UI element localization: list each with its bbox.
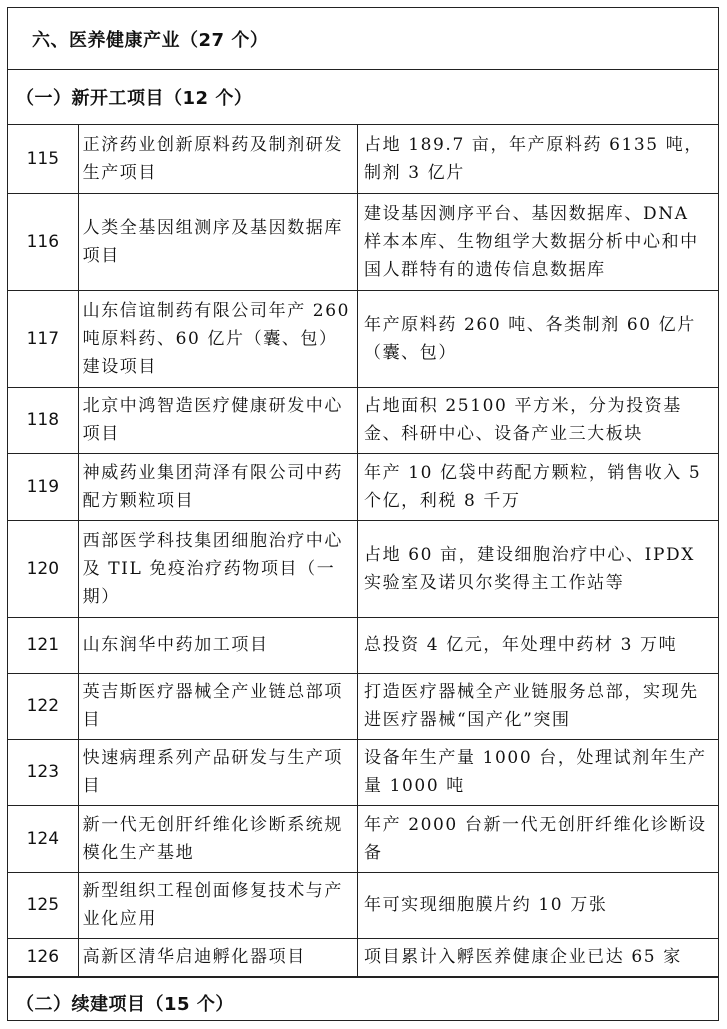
table-row xyxy=(8,520,718,617)
project-number: 126 xyxy=(8,938,78,976)
project-name: 新型组织工程创面修复技术与产业化应用 xyxy=(78,872,357,938)
project-name: 北京中鸿智造医疗健康研发中心项目 xyxy=(78,387,357,453)
project-table-page xyxy=(7,7,719,1021)
project-name: 新一代无创肝纤维化诊断系统规模化生产基地 xyxy=(78,805,357,872)
project-number: 124 xyxy=(8,805,78,872)
table-row xyxy=(8,739,718,805)
project-number: 117 xyxy=(8,290,78,387)
project-number: 123 xyxy=(8,739,78,805)
continuing-projects-heading: （二）续建项目（15 个） xyxy=(8,977,718,1029)
project-description: 总投资 4 亿元，年处理中药材 3 万吨 xyxy=(357,617,718,673)
project-description: 项目累计入孵医养健康企业已达 65 家 xyxy=(357,938,718,976)
project-name: 山东润华中药加工项目 xyxy=(78,617,357,673)
project-name: 神威药业集团菏泽有限公司中药配方颗粒项目 xyxy=(78,453,357,520)
project-description: 年产 2000 台新一代无创肝纤维化诊断设备 xyxy=(357,805,718,872)
table-row xyxy=(8,617,718,673)
table-row xyxy=(8,872,718,938)
project-number: 122 xyxy=(8,673,78,739)
project-description: 占地 189.7 亩，年产原料药 6135 吨，制剂 3 亿片 xyxy=(357,125,718,193)
project-name: 正济药业创新原料药及制剂研发生产项目 xyxy=(78,125,357,193)
table-row xyxy=(8,125,718,193)
project-name: 英吉斯医疗器械全产业链总部项目 xyxy=(78,673,357,739)
project-description: 打造医疗器械全产业链服务总部，实现先进医疗器械“国产化”突围 xyxy=(357,673,718,739)
project-description: 年可实现细胞膜片约 10 万张 xyxy=(357,872,718,938)
project-name: 西部医学科技集团细胞治疗中心及 TIL 免疫治疗药物项目（一期） xyxy=(78,520,357,617)
table-row xyxy=(8,673,718,739)
project-name: 山东信谊制药有限公司年产 260 吨原料药、60 亿片（囊、包）建设项目 xyxy=(78,290,357,387)
section-title: 六、医养健康产业（27 个） xyxy=(8,8,718,70)
table-row xyxy=(8,387,718,453)
table-row xyxy=(8,453,718,520)
project-number: 121 xyxy=(8,617,78,673)
project-description: 占地面积 25100 平方米，分为投资基金、科研中心、设备产业三大板块 xyxy=(357,387,718,453)
project-number: 120 xyxy=(8,520,78,617)
project-description: 占地 60 亩，建设细胞治疗中心、IPDX 实验室及诺贝尔奖得主工作站等 xyxy=(357,520,718,617)
table-row xyxy=(8,805,718,872)
project-description: 年产 10 亿袋中药配方颗粒，销售收入 5 个亿，利税 8 千万 xyxy=(357,453,718,520)
project-number: 116 xyxy=(8,193,78,290)
table-row xyxy=(8,193,718,290)
project-description: 年产原料药 260 吨、各类制剂 60 亿片（囊、包） xyxy=(357,290,718,387)
table-row xyxy=(8,938,718,976)
new-projects-heading: （一）新开工项目（12 个） xyxy=(8,70,718,125)
table-row xyxy=(8,290,718,387)
project-table xyxy=(8,125,718,977)
project-number: 119 xyxy=(8,453,78,520)
project-name: 快速病理系列产品研发与生产项目 xyxy=(78,739,357,805)
project-name: 高新区清华启迪孵化器项目 xyxy=(78,938,357,976)
project-number: 115 xyxy=(8,125,78,193)
project-number: 118 xyxy=(8,387,78,453)
project-name: 人类全基因组测序及基因数据库项目 xyxy=(78,193,357,290)
project-number: 125 xyxy=(8,872,78,938)
project-description: 建设基因测序平台、基因数据库、DNA 样本本库、生物组学大数据分析中心和中国人群特有的遗传信息数据库 xyxy=(357,193,718,290)
project-description: 设备年生产量 1000 台，处理试剂年生产量 1000 吨 xyxy=(357,739,718,805)
